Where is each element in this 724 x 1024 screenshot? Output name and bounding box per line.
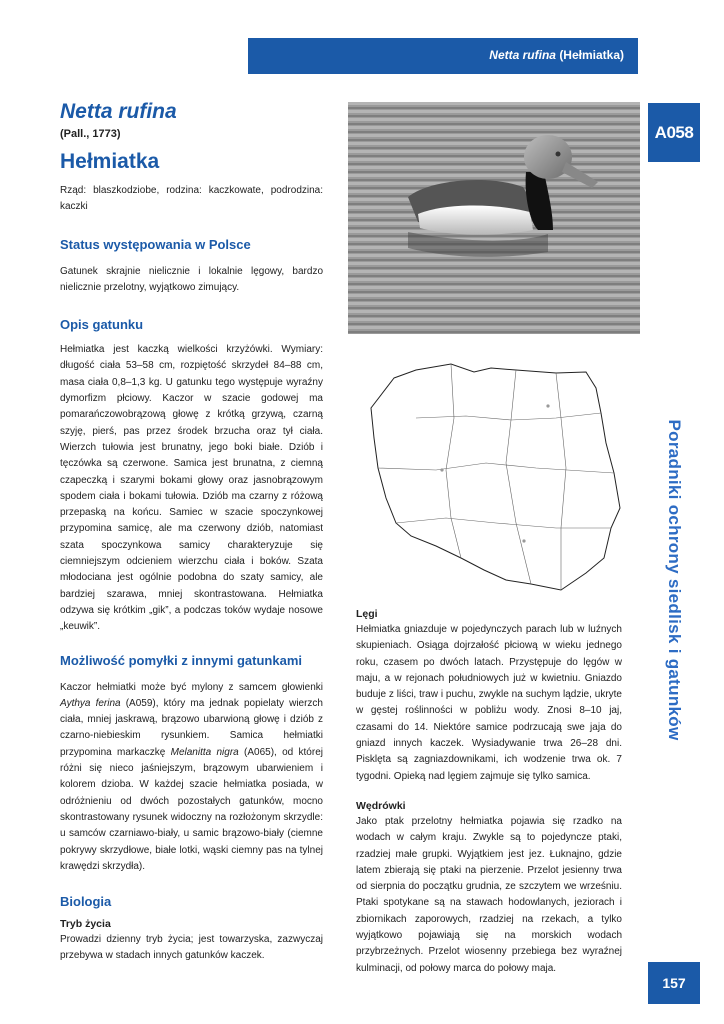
opis-text: Hełmiatka jest kaczką wielkości krzyżówki. Wymiary: długość ciała 53–58 cm, rozpiętość skrzydeł 84–88 cm, masa ciała 0,8–1,3 kg. U gatunku tego występuje wyraźny dymorfizm płciowy. Kaczor w szacie godowej ma pomarańczowobrązową głowę z krótką grzywą, czarną szyję, pierś, pas przez środek brzucha oraz tył ciała. Wierzch tułowia jest brunatny, jego boki białe. Dziób i tęczówka są czerwone. Samica jest brunatna, z ciemną czapeczką i szarymi bokami głowy oraz jasnobrązowym spodem ciała i bokami tułowia. Dziób ma czarny z różową przepaską na końcu. Samiec w szacie spoczynkowej przypomina samicę, ale ma czerwony dziób, natomiast szata spoczynkowa samicy charakteryzuje się ciemniejszym odcieniem wierzchu ciała i boków. Szata młodociana jest ogólnie podobna do szaty samicy, ale bardziej szarawa, mniej skontrastowana. Hełmiatka odzywa się krótkim „gik”, a podczas toków wydaje nosowe „keuwik”. bbox=[60, 344, 323, 633]
side-series-title bbox=[665, 365, 683, 795]
species-latin-name: Netta rufina bbox=[60, 100, 177, 123]
header-latin: Netta rufina bbox=[489, 48, 556, 62]
map-record-dot bbox=[546, 404, 549, 407]
pomylki-heading: Możliwość pomyłki z innymi gatunkami bbox=[60, 652, 302, 668]
biologia-heading: Biologia bbox=[60, 894, 112, 910]
legi-text: Hełmiatka gniazduje w pojedynczych parach lub w luźnych skupieniach. Osiąga dojrzałość płciową w wieku jednego roku, czasem po dwóch latach. Przystępuje do lęgów w maju, a w rejonach południowych już w kwietniu. Gniazdo buduje z liści, traw i puchu, zwykle na suchym lądzie, ukryte w gęstej roślinności w pobliżu wody. Znosi 8–10 jaj, czasami do 14. Niektóre samice podrzucają swe jaja do gniazd innych kaczek. Wysiadywanie trwa 26–28 dni. Pisklęta są zagniazdownikami, ich wodzenie trwa ok. 7 tygodni. Opieką nad lęgiem zajmuje się tylko samica. bbox=[356, 624, 622, 782]
page-number: 157 bbox=[648, 962, 700, 1004]
opis-heading: Opis gatunku bbox=[60, 317, 144, 333]
wedrowki-text: Jako ptak przelotny hełmiatka pojawia się rzadko na wodach w całym kraju. Zwykle są to pojedyncze ptaki, rzadziej małe grupki. Wyjątkiem jest jez. Łuknajno, gdzie latem zbierają się ptaki na pierzenie. Przelot jesienny trwa od sierpnia do początku grudnia, ze szczytem we wrześniu. Ptaki spotykane są na stawach hodowlanych, jeziorach i zbiornikach zaporowych, rzadziej na rzekach, a tylko wyjątkowo pojawiają się na morskich wodach przybrzeżnych. Przelot wiosenny przebiega bez wyraźnej kulminacji, od połowy marca do połowy maja. bbox=[356, 815, 622, 974]
tryb-text: Prowadzi dzienny tryb życia; jest towarzyska, zazwyczaj przebywa w stadach innych gatunków kaczek. bbox=[60, 934, 323, 962]
side-series-title-text: Poradniki ochrony siedlisk i gatunków bbox=[665, 419, 684, 741]
country-outline bbox=[371, 364, 620, 590]
duck-white-flank bbox=[418, 206, 533, 235]
species-code-badge: A058 bbox=[648, 103, 700, 162]
pomylki-text bbox=[60, 680, 323, 876]
species-polish-name: Hełmiatka bbox=[60, 150, 160, 173]
species-author: (Pall., 1773) bbox=[60, 128, 121, 140]
pomylki-text-part3: (A065), od której różni się nieco jaśniejszym, brązowym ubarwieniem i kolorem dzioba. W każdej szacie hełmiatka posiada, w odróżnieniu od dwóch pozostałych gatunków, mocno skontrastowany rysunek widoczny na rozłożonym skrzydle: u samców czarniawo-biały, u samic brązowo-biały (ciemne pokrywy skrzydłowe, białe lotki, wąski ciemny pas na tylnej krawędzi skrzydła). bbox=[60, 746, 323, 872]
legi-heading: Lęgi bbox=[356, 608, 378, 620]
right-column bbox=[356, 607, 622, 977]
pomylki-text-part2: (A059), który ma jednak popielaty wierzch ciała, mniej jaskrawą, brązowo ubarwioną głowę i dziób z czarno-niebieskim rysunkiem. Samica hełmiatki przypomina markaczkę bbox=[60, 697, 323, 758]
duck-photo bbox=[348, 102, 640, 334]
header-bar bbox=[248, 38, 638, 74]
map-record-dot bbox=[440, 468, 443, 471]
tryb-heading: Tryb życia bbox=[60, 918, 111, 931]
taxonomy-text: Rząd: blaszkodziobe, rodzina: kaczkowate, podrodzina: kaczki bbox=[60, 185, 323, 213]
left-column bbox=[60, 183, 323, 965]
poland-distribution-map bbox=[356, 358, 630, 598]
pomylki-text-part1: Kaczor hełmiatki może być mylony z samcem głowienki bbox=[60, 681, 323, 693]
status-heading: Status występowania w Polsce bbox=[60, 236, 251, 252]
pomylki-aythya: Aythya ferina bbox=[60, 697, 121, 709]
wedrowki-heading: Wędrówki bbox=[356, 799, 406, 812]
header-polish: (Hełmiatka) bbox=[559, 48, 624, 62]
pomylki-melanitta: Melanitta nigra bbox=[170, 746, 239, 758]
map-record-dot bbox=[522, 539, 525, 542]
header-species bbox=[489, 48, 624, 62]
status-text: Gatunek skrajnie nielicznie i lokalnie lęgowy, bardzo nielicznie przelotny, wyjątkowo zimujący. bbox=[60, 265, 323, 293]
